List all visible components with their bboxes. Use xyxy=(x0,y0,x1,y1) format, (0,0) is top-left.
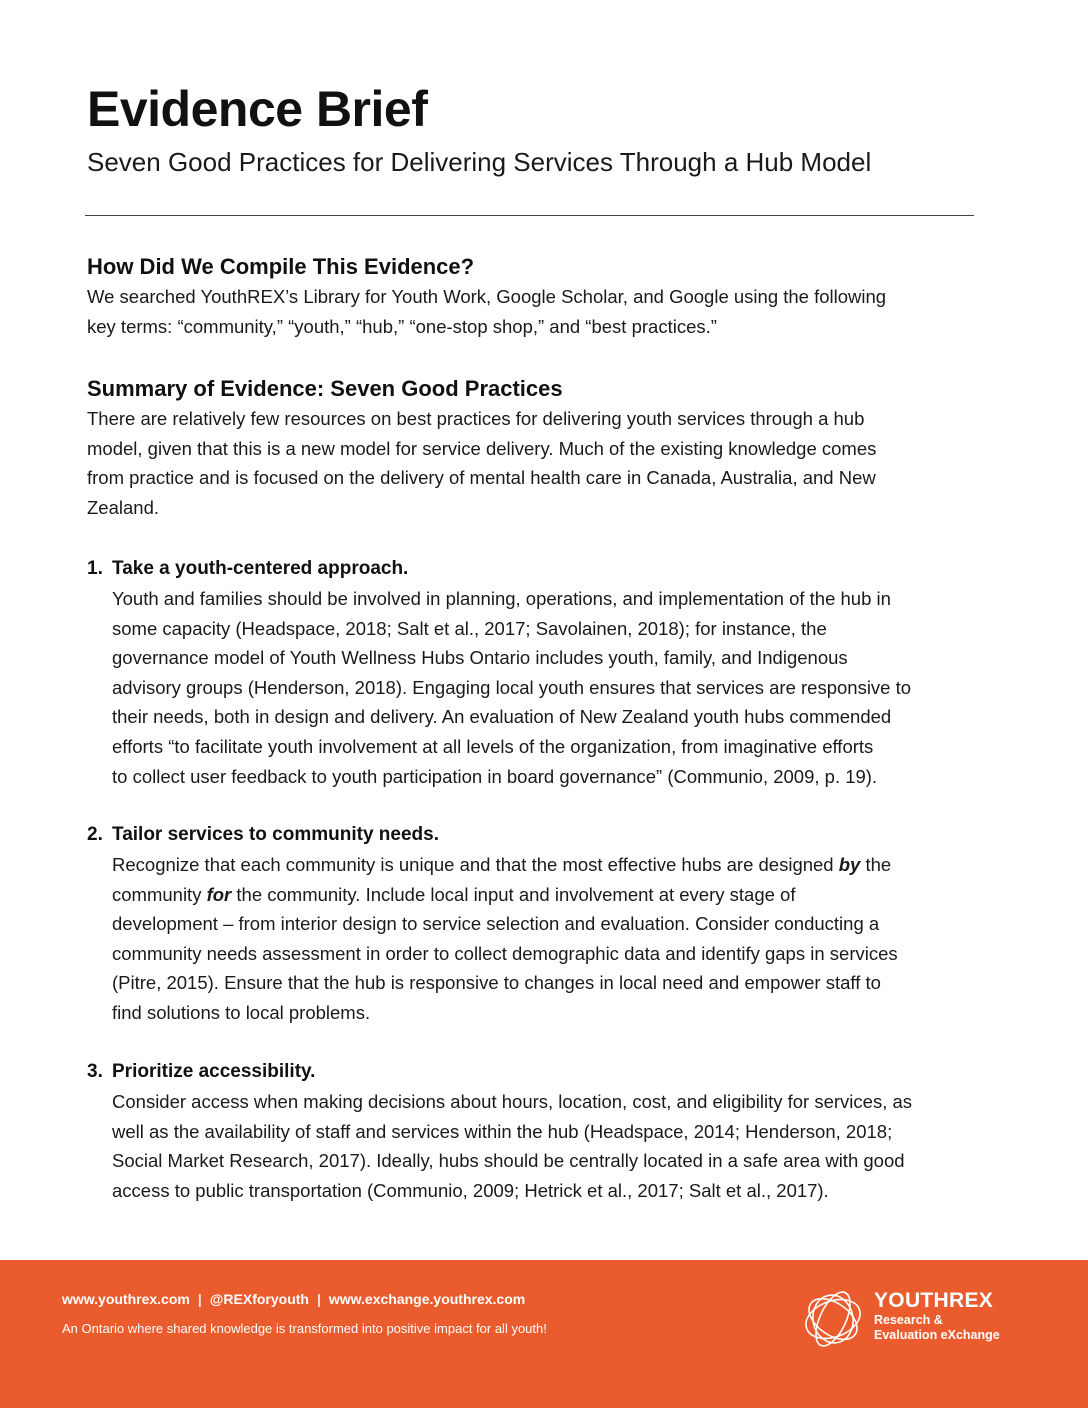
exchange-website-link[interactable]: www.exchange.youthrex.com xyxy=(328,1291,526,1307)
practice-title: Take a youth-centered approach. xyxy=(112,558,409,579)
footer-banner xyxy=(0,1260,1088,1408)
link-separator: | xyxy=(316,1291,321,1307)
social-handle-link[interactable]: @REXforyouth xyxy=(209,1291,309,1307)
practice-line: governance model of Youth Wellness Hubs Ontario includes youth, family, and Indigenous xyxy=(112,647,848,669)
practice-title: Tailor services to community needs. xyxy=(112,824,439,845)
practice-number: 2. xyxy=(87,824,103,845)
youthrex-logo-icon xyxy=(800,1286,866,1352)
summary-heading: Summary of Evidence: Seven Good Practices xyxy=(87,376,563,401)
practice-line: well as the availability of staff and services within the hub (Headspace, 2014; Henderson, 2018; xyxy=(112,1120,893,1142)
document-subtitle: Seven Good Practices for Delivering Services Through a Hub Model xyxy=(87,147,872,177)
practice-line: to collect user feedback to youth participation in board governance” (Communio, 2009, p. 19). xyxy=(112,765,878,787)
practice-number: 1. xyxy=(87,558,103,579)
document-title: Evidence Brief xyxy=(87,81,428,137)
compile-heading: How Did We Compile This Evidence? xyxy=(87,254,475,279)
practice-body xyxy=(87,1087,1002,1205)
practice-line: their needs, both in design and delivery. An evaluation of New Zealand youth hubs commended xyxy=(112,706,892,728)
text-segment: the community. Include local input and involvement at every stage of xyxy=(231,883,796,905)
footer-links xyxy=(62,1291,525,1307)
practice-body xyxy=(87,584,1002,791)
compile-line: key terms: “community,” “youth,” “hub,” “one-stop shop,” and “best practices.” xyxy=(87,315,717,337)
summary-line: model, given that this is a new model for service delivery. Much of the existing knowledge comes xyxy=(87,437,877,459)
emphasis-text: by xyxy=(838,854,861,875)
practice-1 xyxy=(87,554,1002,791)
practice-body xyxy=(87,850,1002,1028)
brand-line: Research & xyxy=(874,1313,943,1327)
practice-line: advisory groups (Henderson, 2018). Engaging local youth ensures that services are responsive to xyxy=(112,676,912,698)
footer-tagline: An Ontario where shared knowledge is transformed into positive impact for all youth! xyxy=(62,1321,547,1336)
compile-section xyxy=(87,252,1002,341)
link-separator: | xyxy=(197,1291,202,1307)
summary-section xyxy=(87,374,1002,522)
emphasis-text: for xyxy=(206,883,232,905)
practice-line: efforts “to facilitate youth involvement at all levels of the organization, from imaginative efforts xyxy=(112,735,874,757)
practice-line: Consider access when making decisions about hours, location, cost, and eligibility for services, as xyxy=(112,1091,913,1112)
practice-line: community needs assessment in order to collect demographic data and identify gaps in services xyxy=(112,942,898,964)
practice-line: find solutions to local problems. xyxy=(112,1001,371,1023)
header-divider xyxy=(85,215,974,216)
practice-line: (Pitre, 2015). Ensure that the hub is responsive to changes in local need and empower staff to xyxy=(112,972,881,994)
practice-line: some capacity (Headspace, 2018; Salt et al., 2017; Savolainen, 2018); for instance, the xyxy=(112,617,827,639)
text-segment: Recognize that each community is unique and that the most effective hubs are designed xyxy=(112,854,839,875)
text-segment: community xyxy=(112,883,207,905)
website-link[interactable]: www.youthrex.com xyxy=(62,1291,190,1307)
practice-line: Youth and families should be involved in planning, operations, and implementation of the hub in xyxy=(112,588,891,609)
practice-title: Prioritize accessibility. xyxy=(112,1061,316,1082)
practice-2 xyxy=(87,820,1002,1028)
practice-line xyxy=(112,854,891,875)
practice-heading xyxy=(87,820,1002,850)
summary-text xyxy=(87,404,1002,522)
practice-line xyxy=(112,884,795,905)
practice-heading xyxy=(87,1057,1002,1087)
compile-line: We searched YouthREX’s Library for Youth Work, Google Scholar, and Google using the following xyxy=(87,286,887,307)
practice-line: Social Market Research, 2017). Ideally, hubs should be centrally located in a safe area with good xyxy=(112,1150,905,1172)
practice-3 xyxy=(87,1057,1002,1205)
summary-line: from practice and is focused on the delivery of mental health care in Canada, Australia, and New xyxy=(87,467,876,488)
summary-line: Zealand. xyxy=(87,496,159,518)
practice-line: access to public transportation (Communio, 2009; Hetrick et al., 2017; Salt et al., 2017). xyxy=(112,1179,829,1201)
practice-line: development – from interior design to service selection and evaluation. Consider conducting a xyxy=(112,913,880,935)
practice-heading xyxy=(87,554,1002,584)
text-segment: the xyxy=(860,854,892,875)
compile-text xyxy=(87,282,1002,341)
practice-number: 3. xyxy=(87,1061,103,1082)
brand-block xyxy=(874,1289,1000,1343)
brand-name: YOUTHREX xyxy=(874,1289,994,1312)
brand-line: Evaluation eXchange xyxy=(874,1328,1000,1342)
summary-line: There are relatively few resources on best practices for delivering youth services through a hub xyxy=(87,408,865,429)
